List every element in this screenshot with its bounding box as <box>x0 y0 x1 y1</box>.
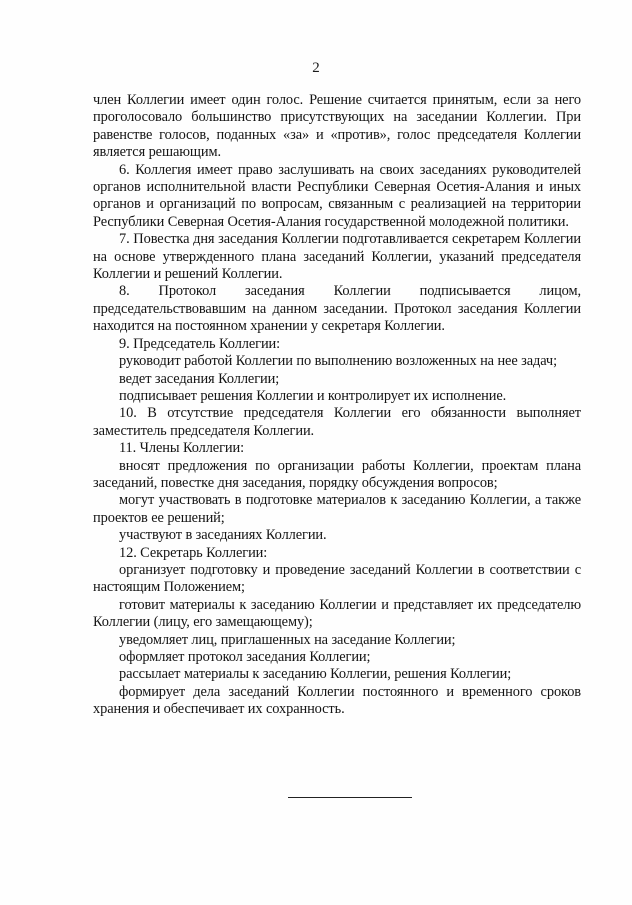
paragraph: 12. Секретарь Коллегии: <box>119 544 268 561</box>
paragraph: 7. Повестка дня заседания Коллегии подготавливается секретарем Коллегии на основе утвержденного плана заседаний Коллегии, указаний председателя Коллегии и решений Коллегии. <box>93 231 581 283</box>
page-number: 2 <box>312 60 320 76</box>
paragraph: организует подготовку и проведение заседаний Коллегии в соответствии с настоящим Положением; <box>93 561 581 596</box>
paragraph: участвуют в заседаниях Коллегии. <box>119 527 327 544</box>
paragraph: подписывает решения Коллегии и контролирует их исполнение. <box>119 387 507 404</box>
paragraph: член Коллегии имеет один голос. Решение считается принятым, если за него проголосовало большинство присутствующих на заседании Коллегии. При равенстве голосов, поданных «за» и «против», голос председателя Коллегии является решающим. <box>93 92 581 161</box>
paragraph: могут участвовать в подготовке материалов к заседанию Коллегии, а также проектов ее решений; <box>93 492 581 526</box>
paragraph: оформляет протокол заседания Коллегии; <box>119 649 371 665</box>
document-body <box>93 92 581 719</box>
paragraph: 8. Протокол заседания Коллегии подписывается лицом, председательствовавшим на данном заседании. Протокол заседания Коллегии находится на постоянном хранении у секретаря Коллегии. <box>93 283 581 335</box>
paragraph: 11. Члены Коллегии: <box>119 440 244 457</box>
paragraph: 10. В отсутствие председателя Коллегии его обязанности выполняет заместитель председателя Коллегии. <box>93 405 581 439</box>
paragraph: 9. Председатель Коллегии: <box>119 335 281 352</box>
paragraph: руководит работой Коллегии по выполнению возложенных на нее задач; <box>119 353 557 370</box>
paragraph: рассылает материалы к заседанию Коллегии, решения Коллегии; <box>119 666 512 683</box>
end-of-document-rule <box>288 797 412 798</box>
paragraph: 6. Коллегия имеет право заслушивать на своих заседаниях руководителей органов исполнительной власти Республики Северная Осетия-Алания и иных органов и организаций по вопросам, связанным с реализацией на территории Республики Северная Осетия-Алания государственной молодежной политики. <box>93 161 581 230</box>
paragraph: готовит материалы к заседанию Коллегии и представляет их председателю Коллегии (лицу, его замещающему); <box>93 596 581 631</box>
paragraph: ведет заседания Коллегии; <box>119 370 280 387</box>
paragraph: вносят предложения по организации работы Коллегии, проектам плана заседаний, повестке дня заседания, порядку обсуждения вопросов; <box>93 457 581 491</box>
paragraph: уведомляет лиц, приглашенных на заседание Коллегии; <box>119 631 456 648</box>
paragraph: формирует дела заседаний Коллегии постоянного и временного сроков хранения и обеспечивает их сохранность. <box>93 683 581 718</box>
